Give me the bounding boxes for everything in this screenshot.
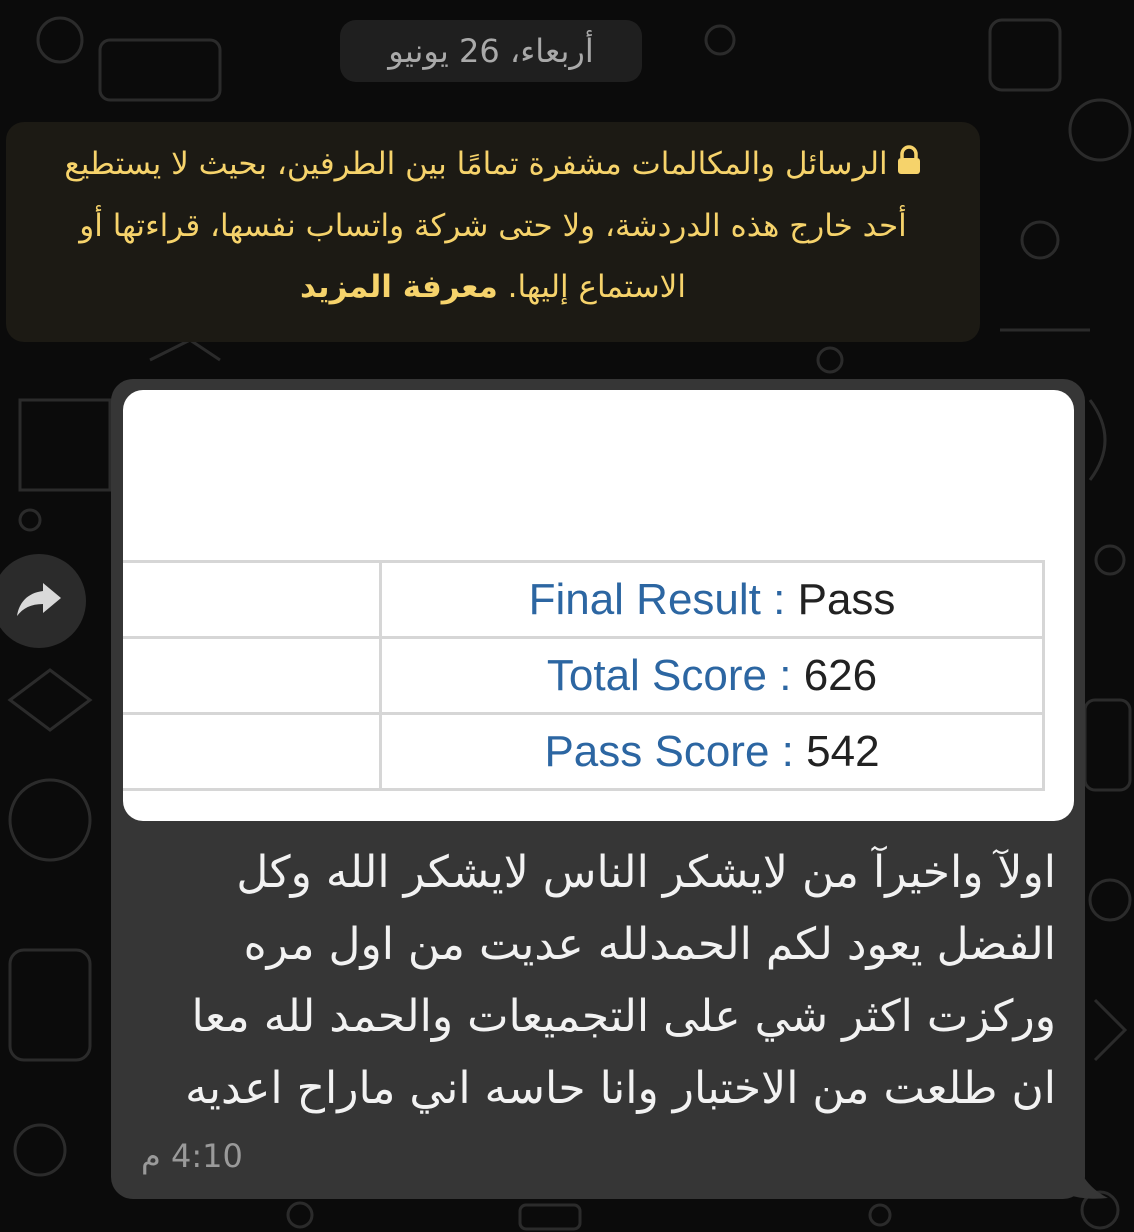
encryption-notice[interactable] [6, 122, 980, 342]
row-label: Final Result [528, 574, 761, 624]
final-result-cell [381, 562, 1044, 638]
pass-score-cell [381, 714, 1044, 790]
row-separator: : [781, 726, 794, 776]
row-separator: : [779, 650, 792, 700]
row-label: Pass Score [544, 726, 770, 776]
row-label: Total Score [546, 650, 767, 700]
table-row [123, 562, 1044, 638]
message-timestamp: 4:10 م [141, 1137, 243, 1175]
total-score-cell [381, 638, 1044, 714]
lock-icon [896, 135, 922, 196]
table-row [123, 714, 1044, 790]
row-value: Pass [797, 574, 896, 624]
row-value: 626 [803, 650, 878, 700]
image-attachment[interactable] [123, 390, 1074, 821]
table-row [123, 638, 1044, 714]
learn-more-link[interactable]: معرفة المزيد [300, 269, 498, 305]
message-bubble[interactable] [111, 379, 1085, 1199]
forward-arrow-icon [15, 579, 63, 623]
row-value: 542 [806, 726, 880, 776]
encryption-notice-text: الرسائل والمكالمات مشفرة تمامًا بين الطرفين، بحيث لا يستطيع أحد خارج هذه الدردشة، ولا حتى شركة واتساب نفسها، قراءتها أو الاستماع إليها. [64, 146, 907, 305]
row-separator: : [773, 574, 786, 624]
bubble-tail [1060, 1150, 1110, 1202]
message-text: اولآ واخيرآ من لايشكر الناس لايشكر الله وكل الفضل يعود لكم الحمدلله عديت من اول مره وركزت اكثر شي على التجميعات والحمد لله معا ان طلعت من الاختبار وانا حاسه اني ماراح اعديه [185, 847, 1056, 1114]
date-divider-label: أربعاء، 26 يونيو [388, 32, 594, 70]
score-table [123, 560, 1045, 791]
date-divider [340, 20, 642, 82]
